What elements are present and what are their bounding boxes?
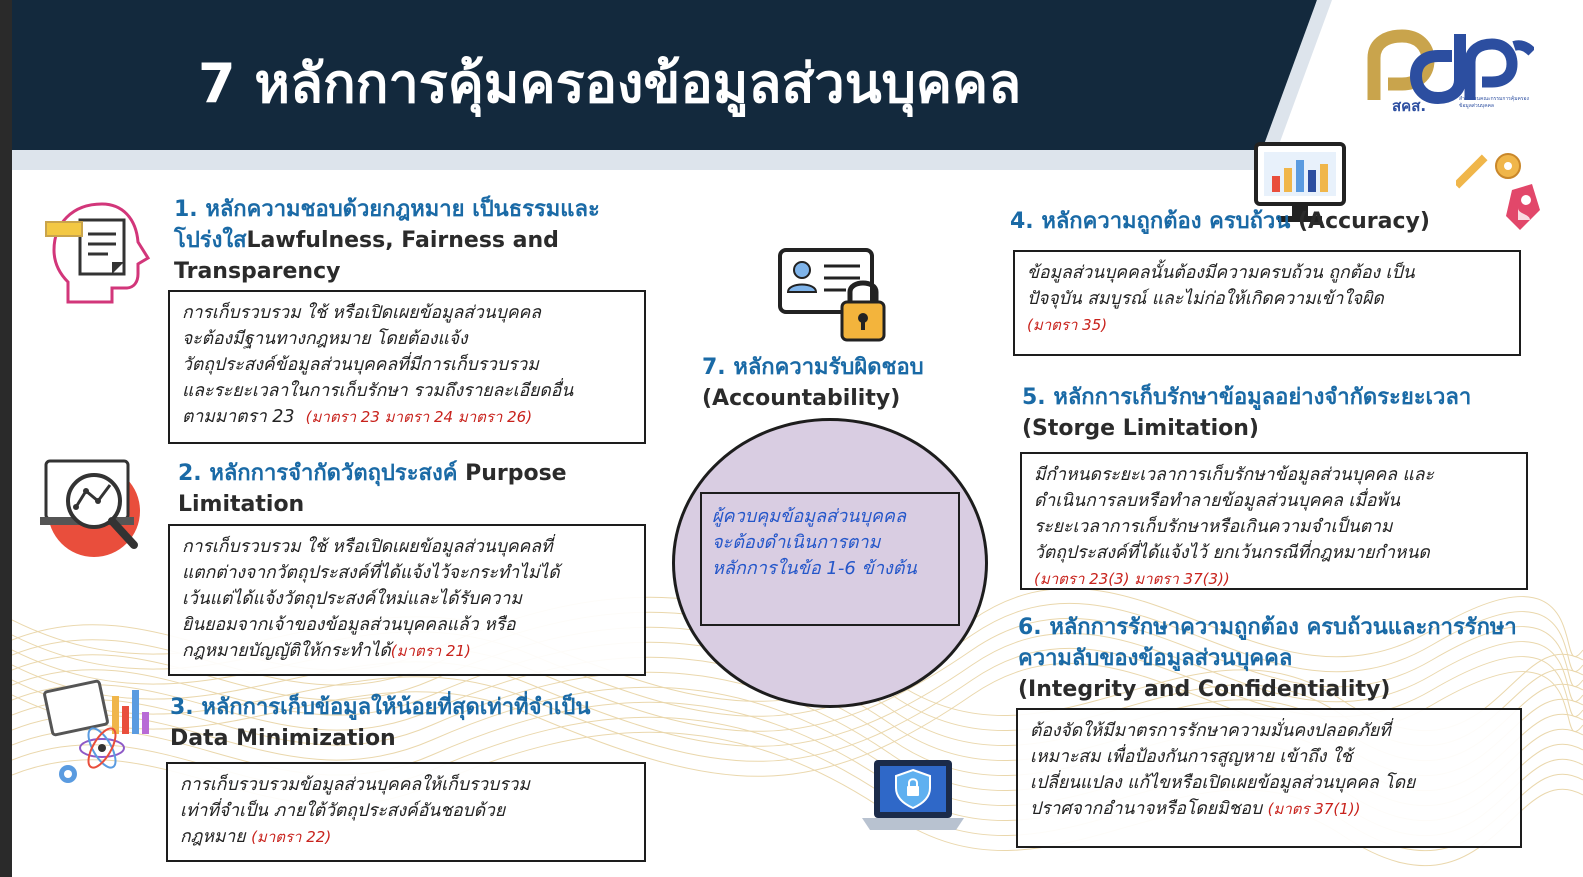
principle-2-title-th: 2. หลักการจำกัดวัตถุประสงค์ [178, 461, 458, 486]
principle-1-line: การเก็บรวบรวม ใช้ หรือเปิดเผยข้อมูลส่วนบุคคล [182, 303, 541, 323]
laptop-analytics-icon [38, 455, 158, 559]
principle-6-line: ต้องจัดให้มีมาตรการรักษาความมั่นคงปลอดภัยที่ [1030, 721, 1391, 741]
principle-3-title-th: 3. หลักการเก็บข้อมูลให้น้อยที่สุดเท่าที่จำเป็น [170, 695, 591, 720]
logo-caption: สำนักงานคณะกรรมการคุ้มครองข้อมูลส่วนบุคคล [1459, 96, 1529, 109]
principle-3-line: การเก็บรวบรวมข้อมูลส่วนบุคคลให้เก็บรวบรวม [180, 775, 530, 795]
principle-4-line: ข้อมูลส่วนบุคคลนั้นต้องมีความครบถ้วน ถูกต้อง เป็น [1027, 263, 1415, 283]
principle-2-line: กฎหมายบัญญัติให้กระทำได้ [182, 641, 391, 661]
principle-1-box [168, 290, 646, 444]
principle-6-title-th: 6. หลักการรักษาความถูกต้อง ครบถ้วนและการรักษาความลับของข้อมูลส่วนบุคคล [1018, 615, 1517, 671]
principle-4-line: ปัจจุบัน สมบูรณ์ และไม่ก่อให้เกิดความเข้าใจผิด [1027, 289, 1384, 309]
principle-5-line: มีกำหนดระยะเวลาการเก็บรักษาข้อมูลส่วนบุคคล และ [1034, 465, 1434, 485]
page-title: 7 หลักการคุ้มครองข้อมูลส่วนบุคคล [198, 52, 1022, 115]
principle-2-ref: (มาตรา 21) [390, 642, 471, 660]
principle-7-box [700, 492, 960, 626]
principle-3-line: เท่าที่จำเป็น ภายใต้วัตถุประสงค์อันชอบด้วย [180, 801, 506, 821]
principle-6-title [1018, 612, 1518, 705]
laptop-shield-icon [860, 756, 966, 840]
principle-1-line: วัตถุประสงค์ข้อมูลส่วนบุคคลที่มีการเก็บรวบรวม [182, 355, 539, 375]
principle-3-line: กฎหมาย [180, 827, 246, 847]
principle-3-box [166, 762, 646, 862]
principle-2-line: ยินยอมจากเจ้าของข้อมูลส่วนบุคคลแล้ว หรือ [182, 615, 516, 635]
principle-5-line: ระยะเวลาการเก็บรักษาหรือเกินความจำเป็นตาม [1034, 517, 1393, 537]
id-card-lock-icon [776, 246, 890, 344]
principle-6-line: ปราศจากอำนาจหรือโดยมิชอบ [1030, 799, 1262, 819]
principle-4-title [1010, 206, 1570, 237]
principle-7-title-th: 7. หลักความรับผิดชอบ [702, 355, 924, 380]
principle-4-title-th: 4. หลักความถูกต้อง ครบถ้วน [1010, 209, 1291, 234]
principle-2-title-en: Purpose Limitation [178, 461, 567, 517]
dashboard-atom-icon [42, 676, 158, 786]
principle-7-line: ผู้ควบคุมข้อมูลส่วนบุคคล [712, 506, 906, 527]
principle-3-title [170, 692, 690, 754]
principle-5-title-th: 5. หลักการเก็บรักษาข้อมูลอย่างจำกัดระยะเวลา [1022, 385, 1472, 410]
head-document-icon [42, 198, 152, 308]
principle-6-title-en: (Integrity and Confidentiality) [1018, 677, 1391, 702]
slide [12, 0, 1583, 877]
principle-2-line: แตกต่างจากวัตถุประสงค์ที่ได้แจ้งไว้จะกระทำไม่ได้ [182, 563, 560, 583]
principle-5-title-en: (Storge Limitation) [1022, 416, 1259, 441]
principle-7-line: จะต้องดำเนินการตาม [712, 532, 881, 553]
principle-4-box [1013, 250, 1521, 356]
logo-sub: สคส. [1392, 97, 1427, 115]
principle-5-title [1022, 382, 1578, 444]
principle-5-line: ดำเนินการลบหรือทำลายข้อมูลส่วนบุคคล เมื่อพ้น [1034, 491, 1400, 511]
principle-2-line: เว้นแต่ได้แจ้งวัตถุประสงค์ใหม่และได้รับความ [182, 589, 522, 609]
principle-1-title-th: 1. หลักความชอบด้วยกฎหมาย เป็นธรรมและโปร่งใส [174, 197, 600, 253]
principle-3-ref: (มาตรา 22) [251, 828, 332, 846]
principle-4-ref: (มาตรา 35) [1027, 316, 1108, 334]
principle-5-box [1020, 452, 1528, 590]
pdpc-logo [1364, 28, 1534, 118]
principle-5-ref: (มาตรา 23(3) มาตรา 37(3)) [1034, 570, 1230, 588]
principle-2-line: การเก็บรวบรวม ใช้ หรือเปิดเผยข้อมูลส่วนบุคคลที่ [182, 537, 553, 557]
principle-4-title-en: (Accuracy) [1297, 209, 1430, 234]
principle-1-title [174, 194, 674, 287]
principle-1-line: ตามมาตรา 23 [182, 407, 295, 427]
principle-6-ref: (มาตร 37(1)) [1267, 800, 1361, 818]
principle-6-box [1016, 708, 1522, 848]
principle-2-box [168, 524, 646, 676]
principle-5-line: วัตถุประสงค์ที่ได้แจ้งไว้ ยกเว้นกรณีที่กฎหมายกำหนด [1034, 543, 1430, 563]
principle-1-title-en: Lawfulness, Fairness and Transparency [174, 228, 559, 284]
principle-6-line: เหมาะสม เพื่อป้องกันการสูญหาย เข้าถึง ใช้ [1030, 747, 1353, 767]
principle-7-title-en: (Accountability) [702, 386, 901, 411]
principle-6-line: เปลี่ยนแปลง แก้ไขหรือเปิดเผยข้อมูลส่วนบุคคล โดย [1030, 773, 1416, 793]
principle-1-line: และระยะเวลาในการเก็บรักษา รวมถึงรายละเอียดอื่น [182, 381, 574, 401]
principle-7-line: หลักการในข้อ 1-6 ข้างต้น [712, 558, 917, 579]
principle-7-title [702, 352, 1002, 414]
principle-3-title-en: Data Minimization [170, 726, 396, 751]
principle-1-ref: (มาตรา 23 มาตรา 24 มาตรา 26) [305, 408, 533, 426]
principle-2-title [178, 458, 658, 520]
principle-1-line: จะต้องมีฐานทางกฎหมาย โดยต้องแจ้ง [182, 329, 468, 349]
